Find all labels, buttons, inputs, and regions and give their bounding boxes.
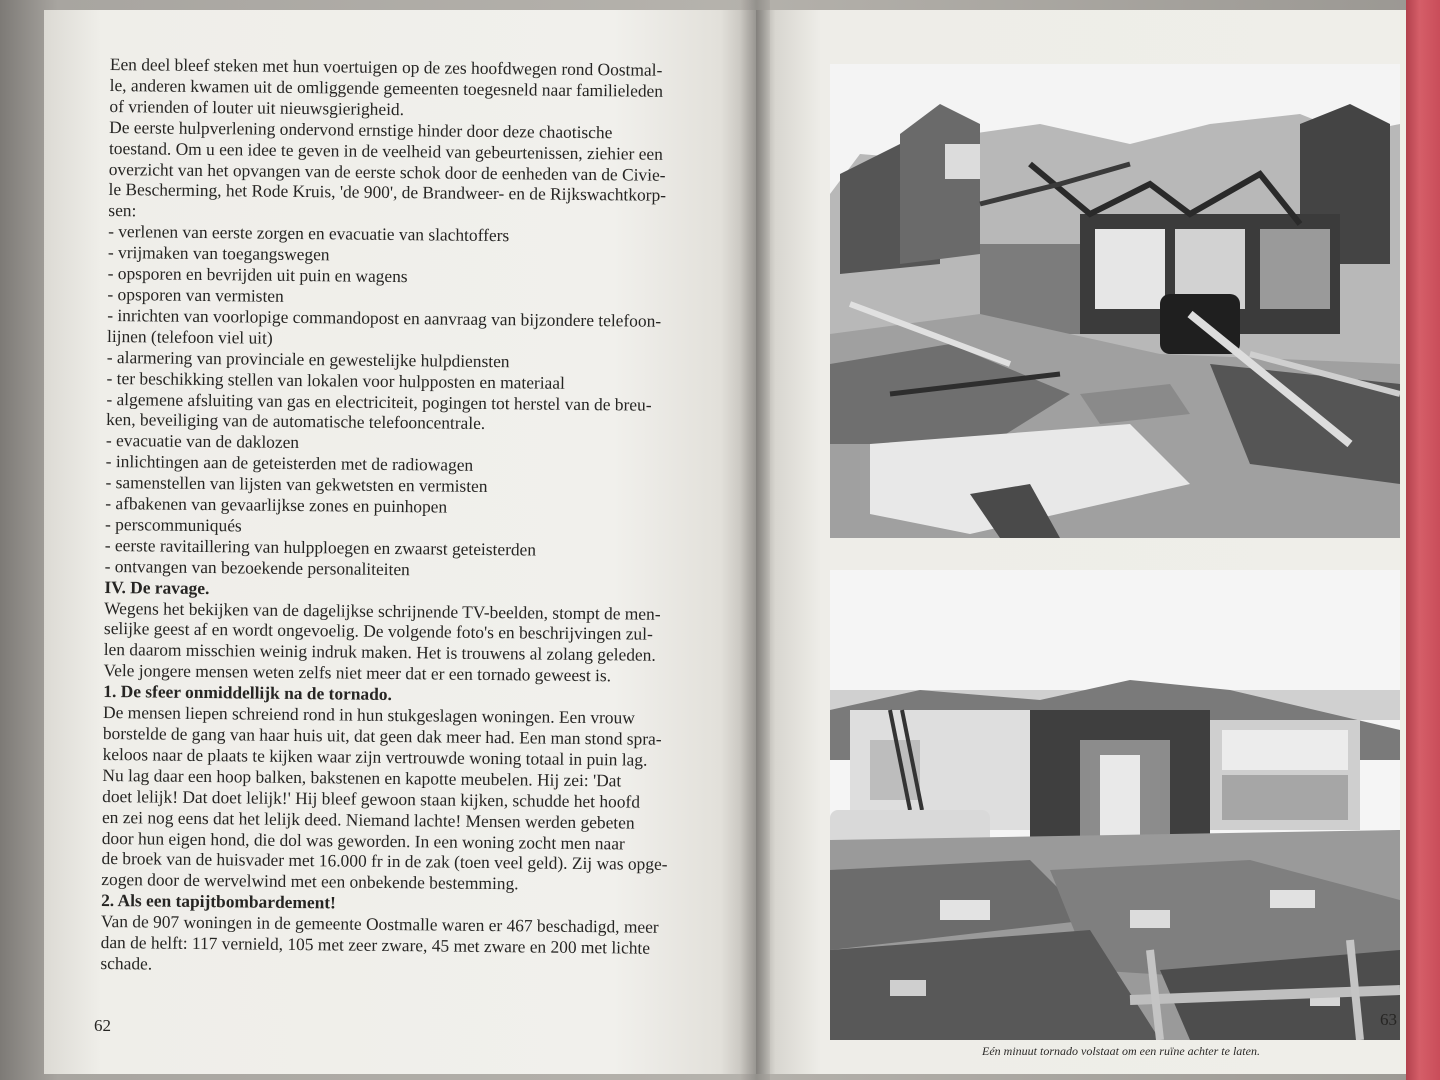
photo-ruined-house bbox=[830, 570, 1400, 1040]
subsection-heading: 2. Als een tapijtbombardement! bbox=[101, 890, 336, 913]
ravage-paragraph bbox=[103, 598, 709, 688]
list-item: - vrijmaken van toegangswegen bbox=[107, 242, 330, 265]
photo-image bbox=[830, 570, 1400, 1040]
list-item: - verlenen van eerste zorgen en evacuatie van slachtoffers bbox=[108, 221, 510, 246]
text-line: De eerste hulpverlening ondervond ernstige hinder door deze chaotische bbox=[109, 116, 613, 142]
text-line: len daarom misschien weinig indruk maken. Het is trouwens al zolang geleden. bbox=[103, 639, 656, 666]
list-item: - ter beschikking stellen van lokalen voor hulpposten en materiaal bbox=[106, 367, 565, 393]
list-item: - algemene afsluiting van gas en electriciteit, pogingen tot herstel van de breu- bbox=[106, 388, 652, 415]
text-line: Vele jongere mensen weten zelfs niet meer dat er een tornado geweest is. bbox=[103, 660, 612, 686]
left-text-column bbox=[100, 54, 715, 980]
list-item: - opsporen van vermisten bbox=[107, 283, 284, 306]
list-item: - ontvangen van bezoekende personaliteiten bbox=[104, 555, 410, 579]
text-line: sen: bbox=[108, 200, 137, 221]
text-line: toestand. Om u een idee te geven in de veelheid van gebeurtenissen, ziehier een bbox=[108, 137, 663, 164]
text-line: selijke geest af en wordt ongevoelig. De volgende foto's en beschrijvingen zul- bbox=[103, 618, 653, 645]
text-line: de broek van de huisvader met 16.000 fr in de zak (toen veel geld). Zij was opge- bbox=[101, 848, 668, 875]
text-line: keloos naar de plaats te kijken waar zijn vertrouwde woning totaal in puin lag. bbox=[102, 743, 648, 770]
list-item: - opsporen en bevrijden uit puin en wagens bbox=[107, 263, 408, 287]
text-line: Nu lag daar een hoop balken, bakstenen en kapotte meubelen. Hij zei: 'Dat bbox=[102, 764, 622, 791]
text-line: borstelde de gang van haar huis uit, dat geen dak meer had. Een man stond spra- bbox=[102, 722, 662, 749]
list-item: - eerste ravitaillering van hulpploegen en zwaarst geteisterden bbox=[104, 534, 537, 560]
list-item: - alarmering van provinciale en gewestelijke hulpdiensten bbox=[106, 346, 510, 371]
damage-paragraph bbox=[100, 911, 706, 980]
book-gutter bbox=[740, 0, 770, 1080]
text-line: zogen door de wervelwind met een onbekende bestemming. bbox=[101, 869, 519, 894]
text-line: of vrienden of louter uit nieuwsgierigheid. bbox=[109, 95, 405, 119]
list-item: - evacuatie van de daklozen bbox=[105, 430, 300, 453]
right-page bbox=[756, 10, 1406, 1074]
text-line: le, anderen kwamen uit de omliggende gemeenten toegesneld naar familieleden bbox=[109, 74, 664, 101]
section-heading: IV. De ravage. bbox=[104, 576, 210, 598]
relief-task-list bbox=[105, 221, 714, 583]
list-item: - samenstellen van lijsten van gekwetsten en vermisten bbox=[105, 472, 488, 497]
atmosphere-paragraph bbox=[101, 702, 708, 896]
text-line: en zei nog eens dat het lelijk deed. Niemand lachte! Mensen werden gebeten bbox=[101, 806, 635, 833]
text-line: door hun eigen hond, die dol was geworden. In een woning zocht men naar bbox=[101, 827, 625, 853]
intro-paragraph bbox=[108, 54, 715, 228]
text-line: Van de 907 woningen in de gemeente Oostmalle waren er 467 beschadigd, meer bbox=[100, 911, 659, 937]
list-item: ken, beveiliging van de automatische telefooncentrale. bbox=[106, 409, 486, 434]
page-number-left: 62 bbox=[94, 1016, 111, 1035]
subsection-heading: 1. De sfeer onmiddellijk na de tornado. bbox=[103, 681, 392, 705]
text-line: schade. bbox=[100, 952, 153, 974]
text-line: dan de helft: 117 vernield, 105 met zeer zware, 45 met zware en 200 met lichte bbox=[100, 932, 651, 958]
text-line: doet lelijk! Dat doet lelijk!' Hij bleef gewoon staan kijken, schudde het hoofd bbox=[102, 785, 641, 812]
page-number-right: 63 bbox=[1380, 1010, 1397, 1029]
text-line: Wegens het bekijken van de dagelijkse schrijnende TV-beelden, stompt de men- bbox=[104, 597, 661, 624]
list-item: - inlichtingen aan de geteisterden met de radiowagen bbox=[105, 451, 474, 476]
photo-caption: Eén minuut tornado volstaat om een ruïne achter te laten. bbox=[982, 1044, 1260, 1058]
photo-image bbox=[830, 64, 1400, 538]
text-line: overzicht van het opvangen van de eerste schok door de eenheden van de Civie- bbox=[108, 158, 666, 185]
photo-destroyed-house bbox=[830, 64, 1400, 538]
book-cover-edge bbox=[1406, 0, 1440, 1080]
left-page bbox=[44, 10, 756, 1074]
list-item: lijnen (telefoon viel uit) bbox=[106, 325, 273, 348]
list-item: - perscommuniqués bbox=[104, 513, 242, 536]
text-line: Een deel bleef steken met hun voertuigen op de zes hoofdwegen rond Oostmal- bbox=[109, 54, 663, 80]
text-line: De mensen liepen schreiend rond in hun stukgeslagen woningen. Een vrouw bbox=[103, 702, 635, 728]
list-item: - inrichten van voorlopige commandopost en aanvraag van bijzondere telefoon- bbox=[107, 304, 662, 331]
list-item: - afbakenen van gevaarlijkse zones en puinhopen bbox=[105, 493, 448, 517]
text-line: le Bescherming, het Rode Kruis, 'de 900', de Brandweer- en de Rijkswachtkorp- bbox=[108, 179, 667, 206]
